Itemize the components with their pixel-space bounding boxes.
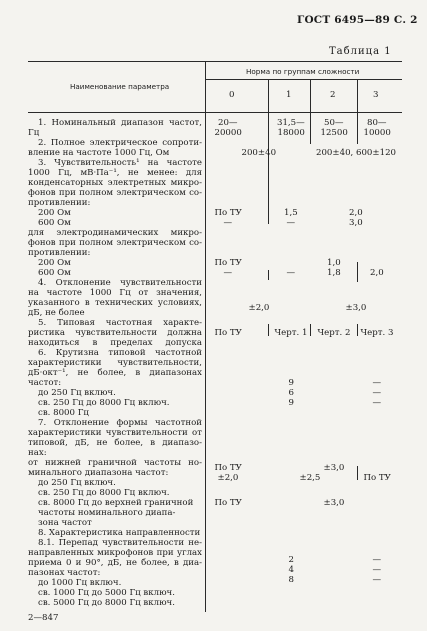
param-line: 200 Ом [38, 258, 71, 268]
value-cell: ±3,0 [345, 303, 367, 313]
value-cell: 20000 [214, 128, 242, 138]
value-cell: 6 [288, 388, 294, 398]
param-line: зона частот [38, 518, 92, 528]
param-line: до 1000 Гц включ. [38, 578, 122, 588]
param-line: св. 1000 Гц до 5000 Гц включ. [38, 588, 175, 598]
param-line: частоты номинального диапа- [38, 508, 176, 518]
param-line: противлении: [28, 248, 91, 258]
param-line: фонов при полном электрическом со- [28, 238, 202, 248]
param-line: 200 Ом [38, 208, 71, 218]
value-cell: По ТУ [214, 328, 242, 338]
value-cell: По ТУ [214, 498, 242, 508]
param-line: 7. Отклонение формы частотной [38, 418, 202, 428]
param-line: 3. Чувствительность¹ на частоте [38, 158, 202, 168]
value-cell: 20— [218, 118, 238, 128]
param-line: 600 Ом [38, 218, 71, 228]
param-line: 6. Крутизна типовой частотной [38, 348, 202, 358]
param-line: св. 250 Гц до 8000 Гц включ. [38, 398, 170, 408]
value-cell: Черт. 2 [317, 328, 351, 338]
param-line: минального диапазона частот: [28, 468, 169, 478]
value-cell: 2,0 [349, 208, 363, 218]
group-col-1: 1 [286, 90, 292, 100]
value-cell: По ТУ [363, 473, 391, 483]
param-line: дБ·окт⁻¹, не более, в диапазонах [28, 368, 202, 378]
value-cell: 1,5 [284, 208, 298, 218]
value-cell: ±2,0 [217, 473, 239, 483]
value-cell: — [372, 565, 382, 575]
param-line: св. 250 Гц до 8000 Гц включ. [38, 488, 170, 498]
value-cell: 200±40, 600±120 [316, 148, 397, 158]
value-cell: 9 [288, 378, 294, 388]
value-cell: 2,0 [370, 268, 384, 278]
value-cell: 80— [367, 118, 387, 128]
param-line: характеристики чувствительности, [28, 358, 202, 368]
value-cell: ±3,0 [323, 498, 345, 508]
value-cell: 1,8 [327, 268, 341, 278]
param-line: от нижней граничной частоты но- [28, 458, 202, 468]
value-cell: 8 [288, 575, 294, 585]
value-cell: — [372, 555, 382, 565]
param-line: Гц [28, 128, 40, 138]
value-cell: — [372, 378, 382, 388]
value-cell: — [286, 218, 296, 228]
param-line: нах: [28, 448, 47, 458]
value-cell: Черт. 1 [274, 328, 308, 338]
group-header: Норма по группам сложности [246, 67, 360, 76]
param-line: св. 8000 Гц [38, 408, 89, 418]
param-line: дБ, не более [28, 308, 85, 318]
value-cell: ±3,0 [323, 463, 345, 473]
param-line: приема 0 и 90°, дБ, не более, в диа- [28, 558, 202, 568]
param-column-header: Наименование параметра [70, 82, 170, 91]
value-cell: — [372, 398, 382, 408]
value-cell: 1,0 [327, 258, 341, 268]
param-line: до 250 Гц включ. [38, 478, 116, 488]
value-cell: 200±40 [241, 148, 277, 158]
param-line: 8.1. Перепад чувствительности не- [38, 538, 202, 548]
param-line: до 250 Гц включ. [38, 388, 116, 398]
param-line: пазонах частот: [28, 568, 101, 578]
value-cell: Черт. 3 [360, 328, 394, 338]
value-cell: — [372, 388, 382, 398]
param-line: конденсаторных электретных микро- [28, 178, 202, 188]
param-line: 4. Отклонение чувствительности [38, 278, 202, 288]
param-line: ристика чувствительности должна [28, 328, 202, 338]
param-line: фонов при полном электрическом со- [28, 188, 202, 198]
value-cell: По ТУ [214, 208, 242, 218]
param-line: 1. Номинальный диапазон частот, [38, 118, 202, 128]
value-cell: ±2,0 [248, 303, 270, 313]
param-line: характеристики чувствительности от [28, 428, 202, 438]
param-line: на частоте 1000 Гц от значения, [28, 288, 202, 298]
param-line: 2. Полное электрическое сопроти- [38, 138, 202, 148]
value-cell: 18000 [277, 128, 305, 138]
value-cell: 4 [288, 565, 294, 575]
param-line: св. 5000 Гц до 8000 Гц включ. [38, 598, 175, 608]
value-cell: — [286, 268, 296, 278]
param-line: направленных микрофонов при углах [28, 548, 202, 558]
value-cell: 50— [324, 118, 344, 128]
value-cell: — [223, 268, 233, 278]
value-cell: — [223, 218, 233, 228]
param-line: св. 8000 Гц до верхней граничной [38, 498, 194, 508]
page-header: ГОСТ 6495—89 С. 2 [297, 14, 418, 26]
value-cell: По ТУ [214, 258, 242, 268]
value-cell: 9 [288, 398, 294, 408]
param-line: 1000 Гц, мВ·Па⁻¹, не менее: для [28, 168, 202, 178]
group-col-0: 0 [229, 90, 235, 100]
param-line: 600 Ом [38, 268, 71, 278]
value-cell: 3,0 [349, 218, 363, 228]
footer-page-number: 2—847 [28, 613, 59, 623]
param-line: противлении: [28, 198, 91, 208]
value-cell: 31,5— [277, 118, 305, 128]
value-cell: 12500 [320, 128, 348, 138]
param-line: вление на частоте 1000 Гц, Ом [28, 148, 170, 158]
value-cell: По ТУ [214, 463, 242, 473]
param-line: указанного в технических условиях, [28, 298, 202, 308]
param-line: находиться в пределах допуска [28, 338, 202, 348]
table-caption: Таблица 1 [329, 46, 392, 57]
param-line: для электродинамических микро- [28, 228, 202, 238]
param-line: типовой, дБ, не более, в диапазо- [28, 438, 202, 448]
value-cell: 2 [288, 555, 294, 565]
param-line: 8. Характеристика направленности [38, 528, 201, 538]
value-cell: 10000 [363, 128, 391, 138]
value-cell: ±2,5 [299, 473, 321, 483]
group-col-3: 3 [373, 90, 379, 100]
param-line: частот: [28, 378, 62, 388]
value-cell: — [372, 575, 382, 585]
param-line: 5. Типовая частотная характе- [38, 318, 202, 328]
group-col-2: 2 [330, 90, 336, 100]
